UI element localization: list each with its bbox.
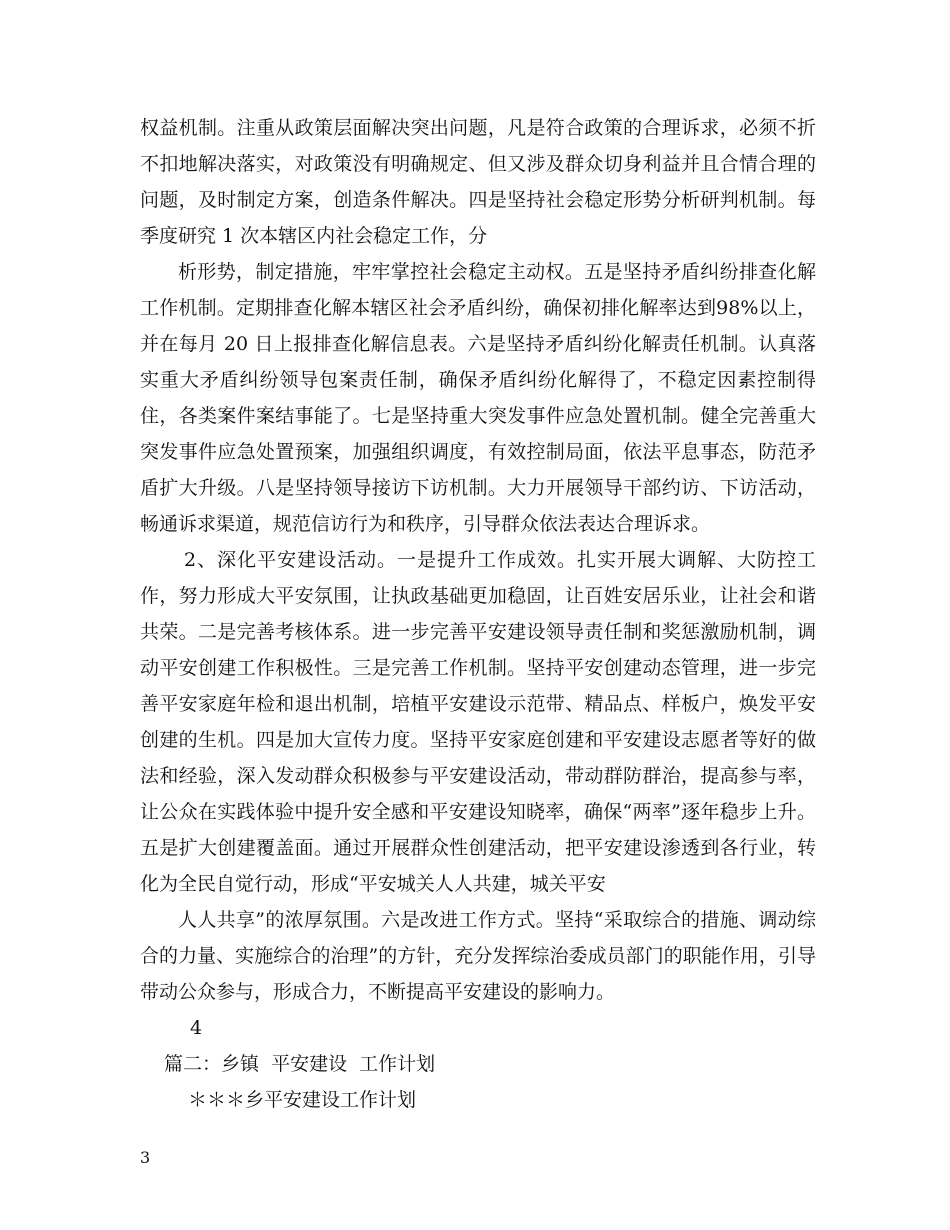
paragraph-4: 人人共享”的浓厚氛围。六是改进工作方式。坚持“采取综合的措施、调动综合的力量、实施综合的治理”的方针，充分发挥综治委成员部门的职能作用，引导带动公众参与，形成合力，不断提高平安建设的影响力。 [140, 909, 816, 1003]
chapter-title: 篇二：乡镇 平安建设 工作计划 [164, 1053, 436, 1075]
paragraph-2: 析形势，制定措施，牢牢掌控社会稳定主动权。五是坚持矛盾纠纷排查化解工作机制。定期排查化解本辖区社会矛盾纠纷，确保初排化解率达到98%以上，并在每月 20 日上报排查化解信息表。六是坚持矛盾纠纷化解责任机制。认真落实重大矛盾纠纷领导包案责任制，确保矛盾纠纷化解得了，不稳定因素控制得住，各类案件案结事能了。七是坚持重大突发事件应急处置机制。健全完善重大突发事件应急处置预案，加强组织调度，有效控制局面，依法平息事态，防范矛盾扩大升级。八是坚持领导接访下访机制。大力开展领导干部约访、下访活动，畅通诉求渠道，规范信访行为和秩序，引导群众依法表达合理诉求。 [140, 261, 816, 535]
plan-subtitle: ＊＊＊乡平安建设工作计划 [188, 1089, 417, 1111]
section-number: 4 [190, 1017, 203, 1039]
paragraph-1: 权益机制。注重从政策层面解决突出问题，凡是符合政策的合理诉求，必须不折不扣地解决落实，对政策没有明确规定、但又涉及群众切身利益并且合情合理的问题，及时制定方案，创造条件解决。四是坚持社会稳定形势分析研判机制。每季度研究 1 次本辖区内社会稳定工作，分 [140, 117, 816, 247]
page-number: 3 [140, 1148, 151, 1167]
paragraph-3: 2、深化平安建设活动。一是提升工作成效。扎实开展大调解、大防控工作，努力形成大平安氛围，让执政基础更加稳固，让百姓安居乐业，让社会和谐共荣。二是完善考核体系。进一步完善平安建设领导责任制和奖惩激励机制，调动平安创建工作积极性。三是完善工作机制。坚持平安创建动态管理，进一步完善平安家庭年检和退出机制，培植平安建设示范带、精品点、样板户，焕发平安创建的生机。四是加大宣传力度。坚持平安家庭创建和平安建设志愿者等好的做法和经验，深入发动群众积极参与平安建设活动，带动群防群治，提高参与率，让公众在实践体验中提升安全感和平安建设知晓率，确保“两率”逐年稳步上升。五是扩大创建覆盖面。通过开展群众性创建活动，把平安建设渗透到各行业，转化为全民自觉行动，形成“平安城关人人共建，城关平安 [140, 549, 816, 895]
document-body [140, 110, 816, 1118]
